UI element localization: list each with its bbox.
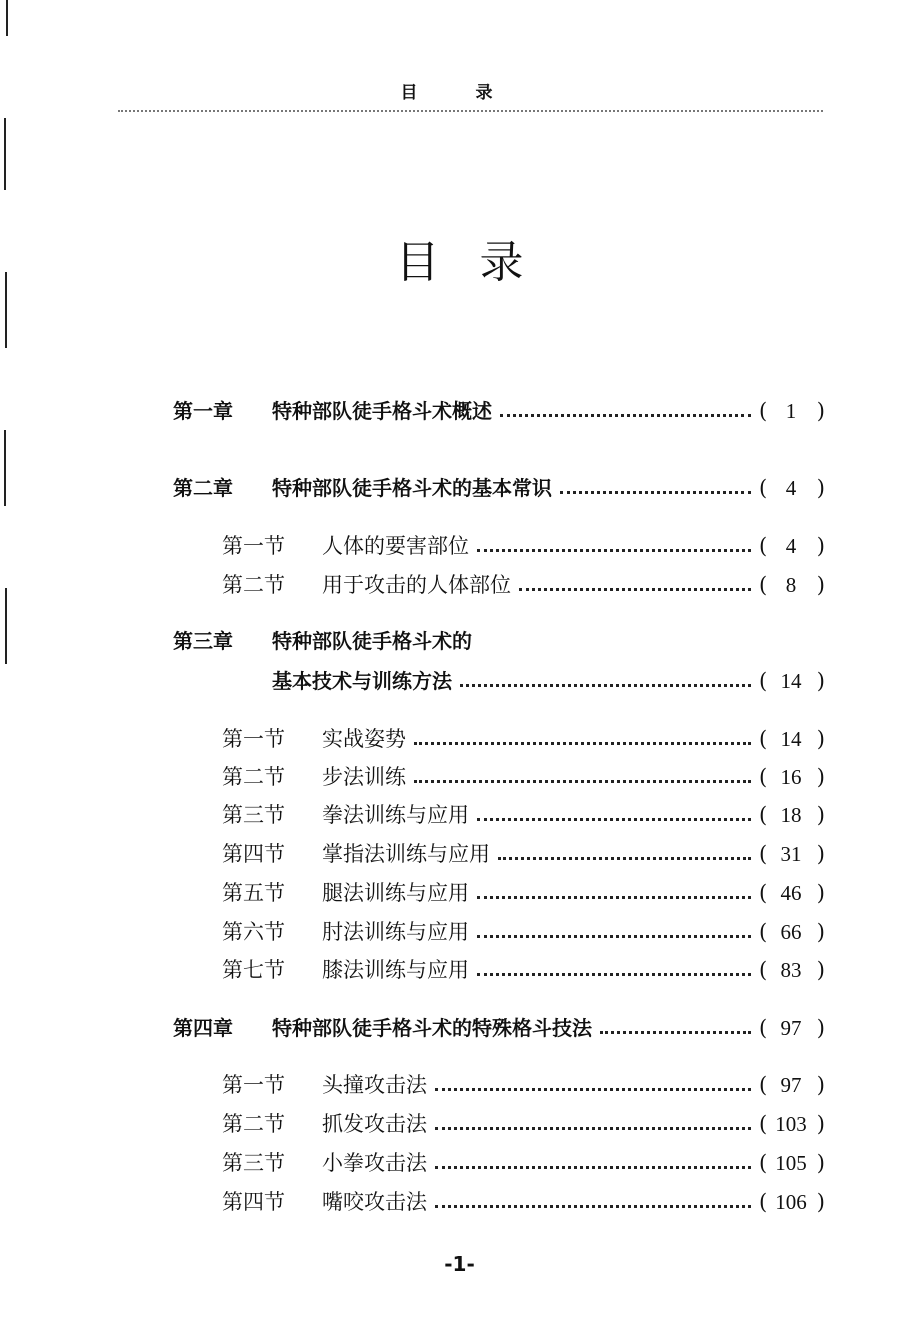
toc-title: 特种部队徒手格斗术的基本常识: [272, 476, 552, 500]
toc-page-number: 18: [780, 803, 802, 827]
toc-entry: [0, 1070, 919, 1100]
toc-label: 第四章: [173, 1016, 233, 1040]
toc-title: 掌指法训练与应用: [322, 842, 490, 866]
toc-page-number: 4: [785, 534, 797, 558]
toc-page-number: 8: [785, 573, 797, 597]
close-paren: ): [816, 920, 825, 944]
toc-title: 步法训练: [322, 765, 406, 789]
toc-title: 膝法训练与应用: [322, 958, 469, 982]
toc-page-number: 83: [780, 958, 802, 982]
toc-chapter-heading: [173, 626, 472, 656]
toc-page-number: 31: [780, 842, 802, 866]
close-paren: ): [816, 1112, 825, 1136]
toc-label: 第三章: [173, 629, 233, 653]
open-paren: (: [759, 1112, 768, 1136]
close-paren: ): [816, 399, 825, 423]
toc-title: 拳法训练与应用: [322, 803, 469, 827]
scan-mark: [6, 0, 8, 36]
scan-mark: [4, 118, 6, 190]
open-paren: (: [759, 1073, 768, 1097]
toc-title: 小拳攻击法: [322, 1151, 427, 1175]
open-paren: (: [759, 1190, 768, 1214]
open-paren: (: [759, 727, 768, 751]
toc-leader-dots: [519, 588, 751, 591]
toc-leader-dots: [500, 414, 751, 417]
toc-title: 基本技术与训练方法: [272, 669, 452, 693]
toc-title-line1: 特种部队徒手格斗术的: [272, 629, 472, 653]
toc-page-number: 14: [780, 727, 802, 751]
close-paren: ): [816, 1151, 825, 1175]
toc-label: 第一章: [173, 399, 233, 423]
toc-label: 第一节: [222, 534, 285, 558]
toc-leader-dots: [560, 491, 751, 494]
toc-page-number: 14: [780, 669, 802, 693]
toc-page-number: 106: [775, 1190, 807, 1214]
toc-leader-dots: [435, 1166, 751, 1169]
toc-label: 第二节: [222, 765, 285, 789]
toc-entry: [0, 762, 919, 792]
toc-leader-dots: [477, 896, 751, 899]
close-paren: ): [816, 958, 825, 982]
page-number: -1-: [444, 1252, 475, 1276]
toc-entry: [0, 570, 919, 600]
toc-label: 第七节: [222, 958, 285, 982]
toc-label: 第五节: [222, 881, 285, 905]
toc-title: 用于攻击的人体部位: [322, 573, 511, 597]
toc-leader-dots: [477, 935, 751, 938]
toc-page-number: 16: [780, 765, 802, 789]
open-paren: (: [759, 958, 768, 982]
open-paren: (: [759, 920, 768, 944]
toc-page-number: 105: [775, 1151, 807, 1175]
toc-page-number: 66: [780, 920, 802, 944]
toc-label: 第一节: [222, 727, 285, 751]
toc-leader-dots: [600, 1031, 751, 1034]
open-paren: (: [759, 842, 768, 866]
open-paren: (: [759, 573, 768, 597]
toc-leader-dots: [414, 742, 751, 745]
open-paren: (: [759, 803, 768, 827]
close-paren: ): [816, 803, 825, 827]
running-header: 目 录: [400, 83, 519, 103]
open-paren: (: [759, 669, 768, 693]
toc-title: 腿法训练与应用: [322, 881, 469, 905]
close-paren: ): [816, 573, 825, 597]
toc-page-number: 97: [780, 1016, 802, 1040]
toc-entry: [0, 839, 919, 869]
close-paren: ): [816, 1073, 825, 1097]
close-paren: ): [816, 1190, 825, 1214]
toc-label: 第三节: [222, 803, 285, 827]
toc-entry: [0, 396, 919, 426]
toc-title: 嘴咬攻击法: [322, 1190, 427, 1214]
close-paren: ): [816, 727, 825, 751]
open-paren: (: [759, 534, 768, 558]
close-paren: ): [816, 476, 825, 500]
toc-entry: [0, 724, 919, 754]
toc-title: 抓发攻击法: [322, 1112, 427, 1136]
open-paren: (: [759, 1151, 768, 1175]
toc-title: 肘法训练与应用: [322, 920, 469, 944]
close-paren: ): [816, 669, 825, 693]
toc-label: 第三节: [222, 1151, 285, 1175]
open-paren: (: [759, 476, 768, 500]
toc-label: 第一节: [222, 1073, 285, 1097]
toc-entry: [0, 1109, 919, 1139]
close-paren: ): [816, 534, 825, 558]
toc-entry: [0, 1148, 919, 1178]
toc-entry: [0, 531, 919, 561]
toc-entry: [0, 917, 919, 947]
header-rule: [118, 110, 823, 112]
toc-leader-dots: [435, 1127, 751, 1130]
toc-title: 人体的要害部位: [322, 534, 469, 558]
toc-page-number: 1: [785, 399, 797, 423]
toc-leader-dots: [435, 1088, 751, 1091]
open-paren: (: [759, 881, 768, 905]
close-paren: ): [816, 881, 825, 905]
toc-title: 头撞攻击法: [322, 1073, 427, 1097]
open-paren: (: [759, 399, 768, 423]
toc-label: 第二章: [173, 476, 233, 500]
toc-label: 第二节: [222, 1112, 285, 1136]
toc-label: 第四节: [222, 1190, 285, 1214]
toc-page-number: 97: [780, 1073, 802, 1097]
toc-label: 第二节: [222, 573, 285, 597]
toc-leader-dots: [460, 684, 751, 687]
toc-entry: [0, 878, 919, 908]
close-paren: ): [816, 842, 825, 866]
toc-page-number: 46: [780, 881, 802, 905]
page-title: 目录: [395, 237, 564, 288]
toc-page-number: 4: [785, 476, 797, 500]
toc-label: 第四节: [222, 842, 285, 866]
open-paren: (: [759, 765, 768, 789]
toc-title: 特种部队徒手格斗术的特殊格斗技法: [272, 1016, 592, 1040]
close-paren: ): [816, 765, 825, 789]
toc-page-number: 103: [775, 1112, 807, 1136]
toc-entry: [0, 473, 919, 503]
toc-leader-dots: [477, 549, 751, 552]
toc-entry: [0, 955, 919, 985]
toc-leader-dots: [414, 780, 751, 783]
toc-title: 实战姿势: [322, 727, 406, 751]
open-paren: (: [759, 1016, 768, 1040]
toc-entry: [0, 1187, 919, 1217]
toc-leader-dots: [435, 1205, 751, 1208]
toc-entry: [0, 1013, 919, 1043]
toc-entry: [0, 800, 919, 830]
toc-title: 特种部队徒手格斗术概述: [272, 399, 492, 423]
toc-leader-dots: [477, 973, 751, 976]
toc-entry: [0, 666, 919, 696]
toc-leader-dots: [498, 857, 751, 860]
close-paren: ): [816, 1016, 825, 1040]
toc-leader-dots: [477, 818, 751, 821]
toc-label: 第六节: [222, 920, 285, 944]
